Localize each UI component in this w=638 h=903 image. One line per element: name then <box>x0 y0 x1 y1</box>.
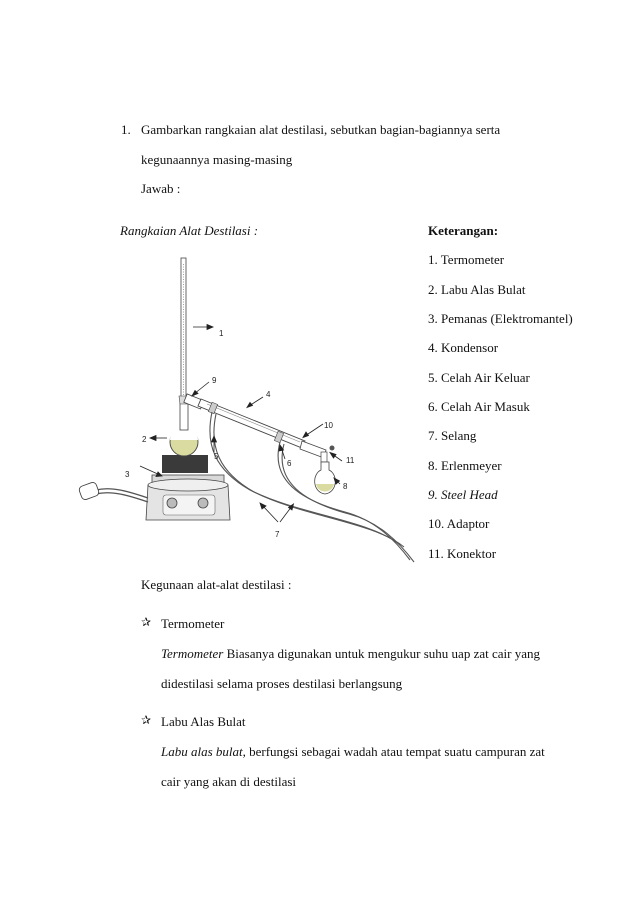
use-item-desc <box>161 647 540 660</box>
question-line-1: Gambarkan rangkaian alat destilasi, sebutkan bagian-bagiannya serta <box>141 122 501 137</box>
legend-item: 6. Celah Air Masuk <box>428 399 530 414</box>
star-outline-icon: ✰ <box>141 615 152 629</box>
part-label: 8 <box>343 482 348 491</box>
part-label: 2 <box>142 435 147 444</box>
part-label: 4 <box>266 390 271 399</box>
answer-label: Jawab : <box>141 181 181 196</box>
legend-item: 3. Pemanas (Elektromantel) <box>428 311 573 326</box>
use-item-desc-line2: didestilasi selama proses destilasi berlangsung <box>161 676 403 691</box>
use-item-term: Termometer <box>161 646 224 661</box>
legend-title: Keterangan: <box>428 223 499 238</box>
star-outline-icon: ✰ <box>141 713 152 727</box>
round-bottom-flask <box>170 400 198 456</box>
legend-item: 10. Adaptor <box>428 516 490 531</box>
legend-item: 9. Steel Head <box>428 487 498 502</box>
part-label: 11 <box>346 456 355 465</box>
legend-item: 1. Termometer <box>428 252 505 267</box>
uses-heading: Kegunaan alat-alat destilasi : <box>141 577 292 592</box>
hoses <box>210 412 414 562</box>
use-item-desc-line2: cair yang akan di destilasi <box>161 774 297 789</box>
part-label: 6 <box>287 459 292 468</box>
part-label: 9 <box>212 376 217 385</box>
use-item-text: Biasanya digunakan untuk mengukur suhu uap zat cair yang <box>223 646 540 661</box>
question-number: 1. <box>121 122 131 137</box>
use-item-title: Labu Alas Bulat <box>161 714 246 729</box>
heater-block <box>162 455 208 473</box>
part-label: 1 <box>219 329 224 338</box>
thermometer <box>179 258 189 404</box>
use-item-title: Termometer <box>161 616 225 631</box>
part-label: 7 <box>275 530 280 539</box>
plug-icon <box>78 481 100 500</box>
part-label: 5 <box>214 452 219 461</box>
use-item-term: Labu alas bulat, <box>161 744 246 759</box>
receiving-flask <box>315 462 336 494</box>
legend-item: 2. Labu Alas Bulat <box>428 282 526 297</box>
part-label: 3 <box>125 470 130 479</box>
legend-item: 8. Erlenmeyer <box>428 458 502 473</box>
legend-item: 5. Celah Air Keluar <box>428 370 530 385</box>
question-line-2: kegunaannya masing-masing <box>141 152 293 167</box>
legend-item: 11. Konektor <box>428 546 497 561</box>
use-item-desc <box>161 745 545 758</box>
condenser <box>184 394 305 448</box>
heater-elektromantel <box>146 475 230 520</box>
legend-item: 4. Kondensor <box>428 340 499 355</box>
diagram-caption: Rangkaian Alat Destilasi : <box>120 223 259 238</box>
part-label: 10 <box>324 421 333 430</box>
adaptor <box>300 441 335 462</box>
legend-item: 7. Selang <box>428 428 477 443</box>
use-item-text: berfungsi sebagai wadah atau tempat suatu campuran zat <box>245 744 545 759</box>
